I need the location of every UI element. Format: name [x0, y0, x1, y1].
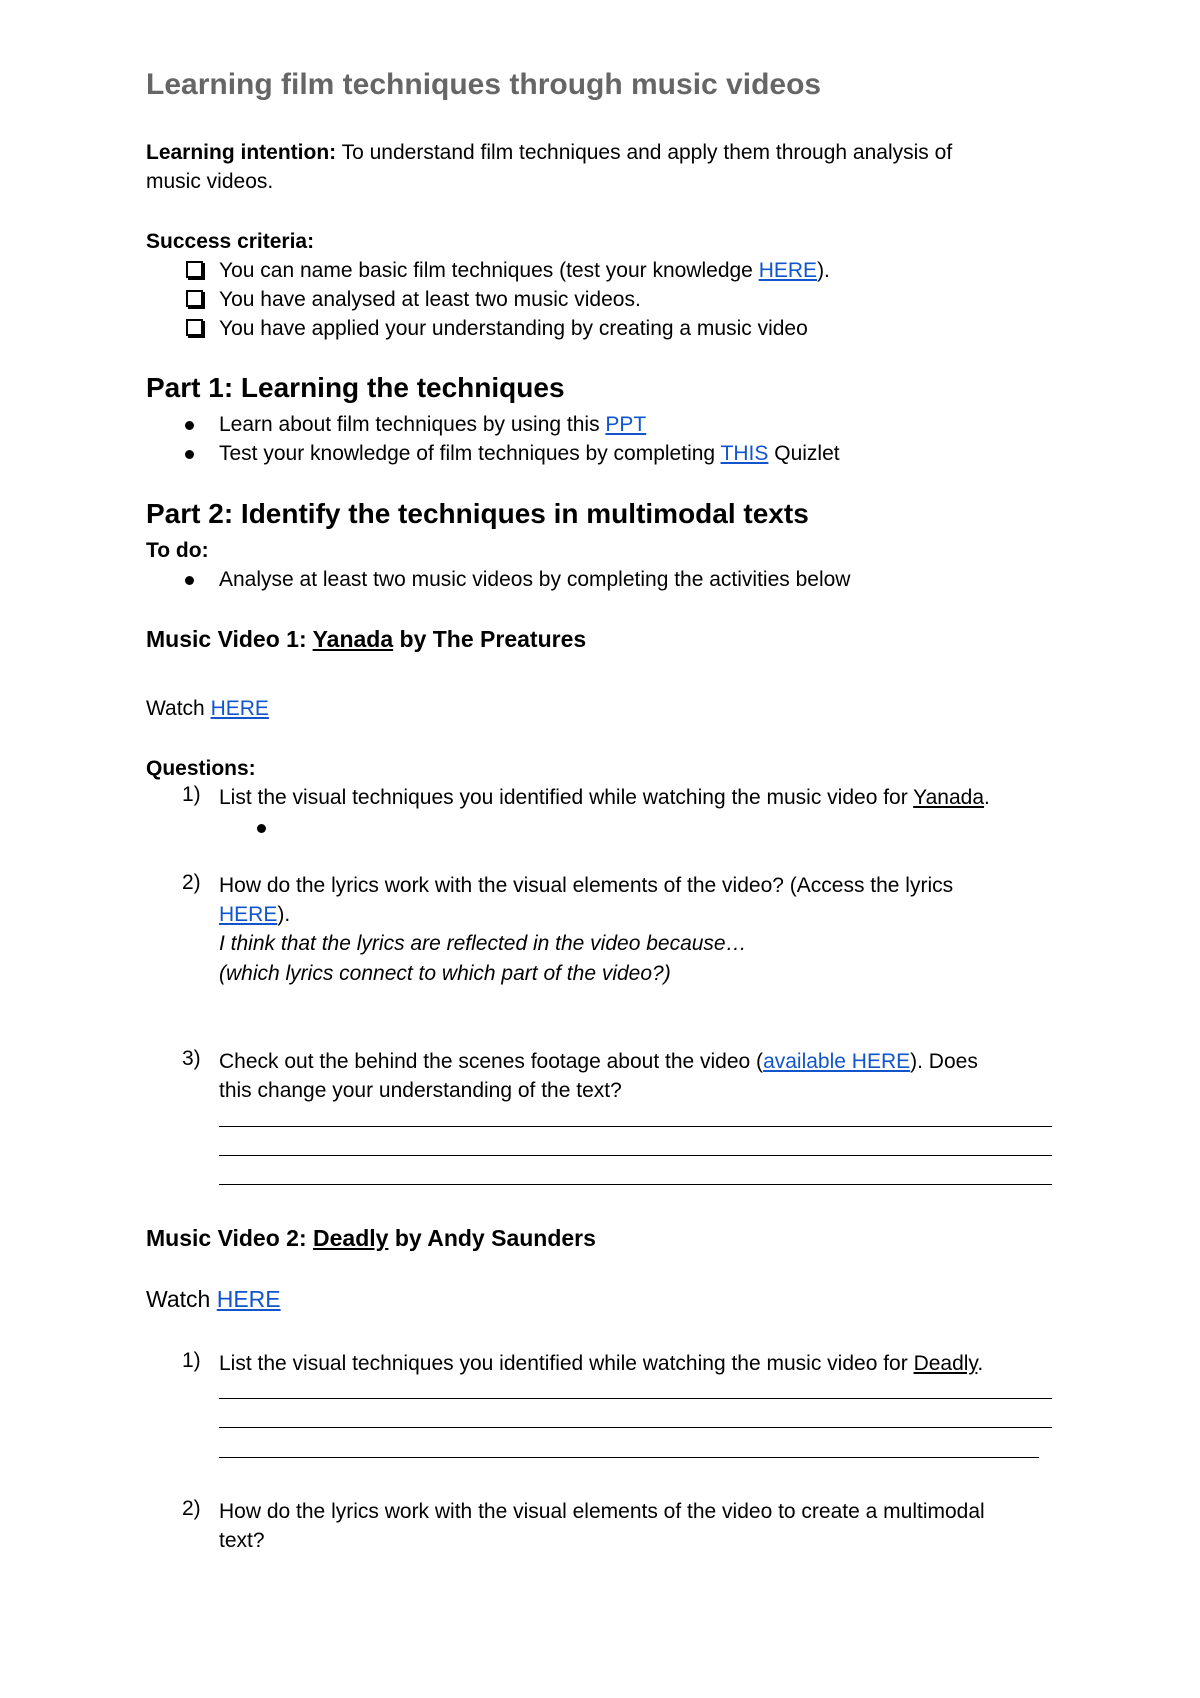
success-criterion-1	[219, 256, 830, 285]
part1-item-text: Learn about film techniques by using this	[219, 413, 606, 436]
part1-item-text-end: Quizlet	[768, 442, 840, 465]
question-number: 3)	[182, 1047, 201, 1070]
learning-intention	[146, 138, 952, 167]
question-number: 1)	[182, 1349, 201, 1372]
question-text: List the visual techniques you identified while watching the music video for	[219, 786, 914, 809]
success-criteria-label: Success criteria:	[146, 230, 315, 253]
video1-watch-link[interactable]: HERE	[210, 697, 269, 720]
learning-intention-text: To understand film techniques and apply them through analysis of	[336, 141, 953, 164]
video2-question-2-cont: text?	[219, 1529, 265, 1552]
learning-intention-text-cont: music videos.	[146, 170, 274, 193]
success-criterion-2: You have analysed at least two music videos.	[219, 288, 641, 311]
answer-line[interactable]	[219, 1155, 1052, 1156]
question-song: Deadly	[913, 1352, 978, 1375]
video2-heading-prefix: Music Video 2:	[146, 1225, 314, 1251]
success-criterion-3: You have applied your understanding by creating a music video	[219, 317, 808, 340]
answer-line[interactable]	[219, 1427, 1052, 1428]
video2-question-2: How do the lyrics work with the visual elements of the video to create a multimodal	[219, 1500, 985, 1523]
video1-question-2-cont	[219, 900, 290, 929]
watch-label: Watch	[146, 1286, 217, 1312]
criterion-text: You can name basic film techniques (test your knowledge	[219, 259, 759, 282]
video1-question-1	[219, 783, 990, 812]
question-text-end: ).	[277, 903, 291, 926]
video2-question-1	[219, 1349, 983, 1378]
video1-question-2: How do the lyrics work with the visual elements of the video? (Access the lyrics	[219, 874, 954, 897]
answer-bullet-icon[interactable]	[257, 824, 266, 833]
question-number: 2)	[182, 1497, 201, 1520]
answer-line[interactable]	[219, 1126, 1052, 1127]
video2-heading-suffix: by Andy Saunders	[388, 1225, 596, 1251]
answer-line[interactable]	[219, 1184, 1052, 1185]
bullet-icon	[185, 421, 194, 430]
todo-label: To do:	[146, 539, 209, 562]
video1-heading	[146, 626, 586, 653]
watch-label: Watch	[146, 697, 211, 720]
todo-item: Analyse at least two music videos by completing the activities below	[219, 568, 851, 591]
sentence-hint: (which lyrics connect to which part of the video?)	[219, 962, 671, 985]
question-text: Check out the behind the scenes footage about the video (	[219, 1050, 764, 1073]
part2-heading: Part 2: Identify the techniques in multimodal texts	[146, 498, 809, 529]
video2-watch-link[interactable]: HERE	[216, 1286, 281, 1312]
knowledge-test-link[interactable]: HERE	[758, 259, 818, 282]
answer-line[interactable]	[219, 1398, 1052, 1399]
question-text-end: ). Does	[910, 1050, 978, 1073]
learning-intention-label: Learning intention:	[146, 141, 337, 164]
video1-song-title: Yanada	[312, 626, 394, 652]
question-end: .	[984, 786, 990, 809]
question-text: List the visual techniques you identified while watching the music video for	[219, 1352, 914, 1375]
behind-scenes-link[interactable]: available HERE	[763, 1050, 911, 1073]
part1-item-1	[219, 410, 646, 439]
video2-watch	[146, 1286, 281, 1313]
questions-label: Questions:	[146, 757, 256, 780]
video1-watch	[146, 694, 269, 723]
video1-question-3	[219, 1047, 978, 1076]
lyrics-link[interactable]: HERE	[219, 903, 278, 926]
checkbox-icon[interactable]	[186, 319, 203, 336]
checkbox-icon[interactable]	[186, 290, 203, 307]
answer-line[interactable]	[219, 1457, 1039, 1458]
video1-heading-prefix: Music Video 1:	[146, 626, 313, 652]
bullet-icon	[185, 450, 194, 459]
bullet-icon	[185, 576, 194, 585]
ppt-link[interactable]: PPT	[605, 413, 647, 436]
question-end: .	[977, 1352, 984, 1375]
video1-heading-suffix: by The Preatures	[393, 626, 587, 652]
criterion-text-end: ).	[817, 259, 830, 282]
video2-heading	[146, 1225, 596, 1252]
question-number: 2)	[182, 871, 201, 894]
document-title: Learning film techniques through music videos	[146, 68, 822, 101]
sentence-starter: I think that the lyrics are reflected in the video because…	[219, 932, 747, 955]
video2-song-title: Deadly	[313, 1225, 389, 1251]
video1-question-3-cont: this change your understanding of the text?	[219, 1079, 622, 1102]
question-number: 1)	[182, 783, 201, 806]
part1-heading: Part 1: Learning the techniques	[146, 372, 565, 403]
part1-item-text: Test your knowledge of film techniques by completing	[219, 442, 721, 465]
checkbox-icon[interactable]	[186, 261, 203, 278]
question-song: Yanada	[913, 786, 985, 809]
part1-item-2	[219, 439, 840, 468]
quizlet-link[interactable]: THIS	[720, 442, 769, 465]
